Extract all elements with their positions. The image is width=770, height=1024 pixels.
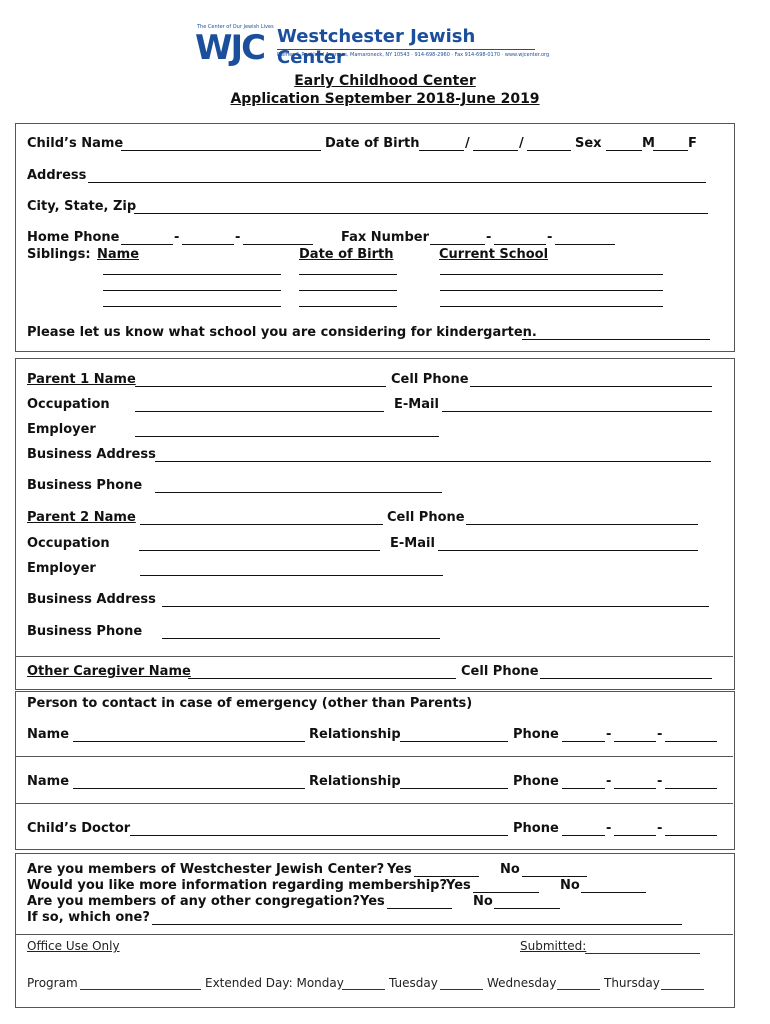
emergency-2-phone-area-field[interactable] [562,788,605,789]
other-congregation-field[interactable] [152,924,682,925]
kindergarten-field[interactable] [522,339,710,340]
dob-label: Date of Birth [325,136,420,151]
tuesday-field[interactable] [440,989,483,990]
emergency-1-name-field[interactable] [73,741,305,742]
parent-1-name-label: Parent 1 Name [27,372,136,387]
parent-1-cell-label: Cell Phone [391,372,469,387]
emergency-1-dash-1: - [606,727,612,742]
form-subtitle: Application September 2018-June 2019 [230,91,540,107]
wednesday-field[interactable] [557,989,600,990]
membership-q1-yes-label: Yes [387,862,412,877]
fax-dash-2: - [547,230,553,245]
home-phone-prefix-field[interactable] [182,244,234,245]
child-name-label: Child’s Name [27,136,124,151]
doctor-phone-label: Phone [513,821,559,836]
sibling-1-dob-field[interactable] [299,274,397,275]
emergency-2-relationship-label: Relationship [309,774,401,789]
parent-2-business-phone-label: Business Phone [27,624,143,639]
program-label: Program [27,976,78,990]
sibling-1-school-field[interactable] [440,274,663,275]
dob-month-field[interactable] [419,150,464,151]
dob-slash-1: / [465,136,470,151]
membership-q3-no-field[interactable] [494,908,560,909]
logo-org-name: Westchester Jewish Center [277,26,476,68]
sibling-3-dob-field[interactable] [299,306,397,307]
sex-label: Sex [575,136,602,151]
logo-mark: WJC [195,28,265,68]
membership-q2-no-field[interactable] [581,892,646,893]
parent-1-employer-label: Employer [27,422,96,437]
siblings-label: Siblings: [27,247,91,262]
doctor-phone-area-field[interactable] [562,835,605,836]
other-caregiver-cell-label: Cell Phone [461,664,539,679]
membership-q3-yes-label: Yes [360,894,385,909]
logo-tagline: The Center of Our Jewish Lives [197,24,274,30]
office-divider [15,934,733,935]
parent-1-email-label: E-Mail [394,397,439,412]
emergency-2-dash-1: - [606,774,612,789]
parent-2-employer-label: Employer [27,561,96,576]
membership-q3: Are you members of any other congregation? [27,894,360,909]
home-phone-dash-1: - [174,230,180,245]
emergency-1-name-label: Name [27,727,70,742]
siblings-col-name: Name [97,247,140,262]
emergency-2-phone-prefix-field[interactable] [614,788,656,789]
membership-q4: If so, which one? [27,910,150,925]
program-field[interactable] [80,989,201,990]
sibling-3-name-field[interactable] [103,306,281,307]
sibling-2-dob-field[interactable] [299,290,397,291]
fax-area-field[interactable] [430,244,485,245]
emergency-divider-2 [15,803,733,804]
home-phone-dash-2: - [235,230,241,245]
parent-2-occupation-label: Occupation [27,536,110,551]
emergency-2-name-label: Name [27,774,70,789]
emergency-2-relationship-field[interactable] [400,788,508,789]
other-caregiver-field[interactable] [188,678,456,679]
emergency-1-phone-line-field[interactable] [665,741,717,742]
city-label: City, State, Zip [27,199,137,214]
membership-q2-yes-label: Yes [446,878,471,893]
parent-1-occupation-label: Occupation [27,397,110,412]
sibling-3-school-field[interactable] [440,306,663,307]
fax-prefix-field[interactable] [494,244,546,245]
tuesday-label: Tuesday [389,976,438,990]
parent-2-employer-field[interactable] [140,575,443,576]
sex-m-field[interactable] [606,150,642,151]
parent-2-name-field[interactable] [140,524,383,525]
monday-field[interactable] [342,989,385,990]
membership-q1-no-field[interactable] [522,876,587,877]
dob-day-field[interactable] [473,150,518,151]
other-caregiver-label: Other Caregiver Name [27,664,191,679]
parent-2-business-address-label: Business Address [27,592,156,607]
siblings-col-dob: Date of Birth [299,247,394,262]
emergency-1-relationship-field[interactable] [400,741,508,742]
emergency-1-relationship-label: Relationship [309,727,401,742]
membership-q1-no-label: No [500,862,520,877]
sibling-2-name-field[interactable] [103,290,281,291]
parent-2-occupation-field[interactable] [139,550,380,551]
sibling-2-school-field[interactable] [440,290,663,291]
logo-rule [277,49,535,50]
sex-f-field[interactable] [653,150,688,151]
parent-2-name-label: Parent 2 Name [27,510,136,525]
emergency-divider-1 [15,756,733,757]
kindergarten-label: Please let us know what school you are considering for kindergarten. [27,325,537,340]
parent-1-business-address-label: Business Address [27,447,156,462]
extended-day-label: Extended Day: Monday [205,976,344,990]
parent-1-employer-field[interactable] [135,436,439,437]
fax-line-field[interactable] [555,244,615,245]
parent-2-business-phone-field[interactable] [162,638,440,639]
parent-1-occupation-field[interactable] [135,411,384,412]
emergency-1-dash-2: - [657,727,663,742]
city-field[interactable] [134,213,708,214]
dob-slash-2: / [519,136,524,151]
wednesday-label: Wednesday [487,976,557,990]
membership-q1-yes-field[interactable] [414,876,479,877]
doctor-dash-2: - [657,821,663,836]
doctor-field[interactable] [130,835,508,836]
dob-year-field[interactable] [527,150,571,151]
membership-q2: Would you like more information regarding membership? [27,878,448,893]
fax-dash-1: - [486,230,492,245]
parent-1-name-field[interactable] [135,386,386,387]
emergency-1-phone-label: Phone [513,727,559,742]
parent-2-cell-label: Cell Phone [387,510,465,525]
home-phone-line-field[interactable] [243,244,313,245]
thursday-label: Thursday [604,976,660,990]
child-name-field[interactable] [121,150,321,151]
address-field[interactable] [88,182,706,183]
emergency-1-phone-area-field[interactable] [562,741,605,742]
parent-1-business-phone-field[interactable] [155,492,442,493]
form-title: Early Childhood Center [294,73,476,89]
emergency-title: Person to contact in case of emergency (other than Parents) [27,696,473,711]
office-use-title: Office Use Only [27,939,120,953]
doctor-label: Child’s Doctor [27,821,131,836]
address-label: Address [27,168,87,183]
thursday-field[interactable] [661,989,704,990]
emergency-2-phone-label: Phone [513,774,559,789]
emergency-2-phone-line-field[interactable] [665,788,717,789]
home-phone-area-field[interactable] [121,244,173,245]
parent-2-email-label: E-Mail [390,536,435,551]
membership-q3-yes-field[interactable] [387,908,452,909]
parent-2-email-field[interactable] [438,550,698,551]
parent-1-business-address-field[interactable] [155,461,711,462]
siblings-col-school: Current School [439,247,549,262]
sex-f-label: F [688,136,697,151]
membership-q2-yes-field[interactable] [473,892,539,893]
logo [195,24,550,68]
caregiver-divider [15,656,733,657]
sibling-1-name-field[interactable] [103,274,281,275]
emergency-2-dash-2: - [657,774,663,789]
submitted-field[interactable] [585,953,700,954]
membership-q1: Are you members of Westchester Jewish Center? [27,862,385,877]
home-phone-label: Home Phone [27,230,120,245]
logo-address: Palmer & Rockland Avenues, Mamaroneck, NY 10543 · 914-698-2960 · Fax 914-698-0170 · www.wjcenter.org [277,52,550,58]
sex-m-label: M [642,136,655,151]
parent-2-cell-field[interactable] [466,524,698,525]
fax-label: Fax Number [341,230,430,245]
other-caregiver-cell-field[interactable] [540,678,712,679]
parent-1-business-phone-label: Business Phone [27,478,143,493]
doctor-phone-line-field[interactable] [665,835,717,836]
doctor-phone-prefix-field[interactable] [614,835,656,836]
emergency-1-phone-prefix-field[interactable] [614,741,656,742]
parent-1-email-field[interactable] [442,411,712,412]
doctor-dash-1: - [606,821,612,836]
submitted-label: Submitted: [520,939,587,953]
membership-q3-no-label: No [473,894,493,909]
membership-q2-no-label: No [560,878,580,893]
parent-1-cell-field[interactable] [470,386,712,387]
emergency-2-name-field[interactable] [73,788,305,789]
parent-2-business-address-field[interactable] [162,606,709,607]
